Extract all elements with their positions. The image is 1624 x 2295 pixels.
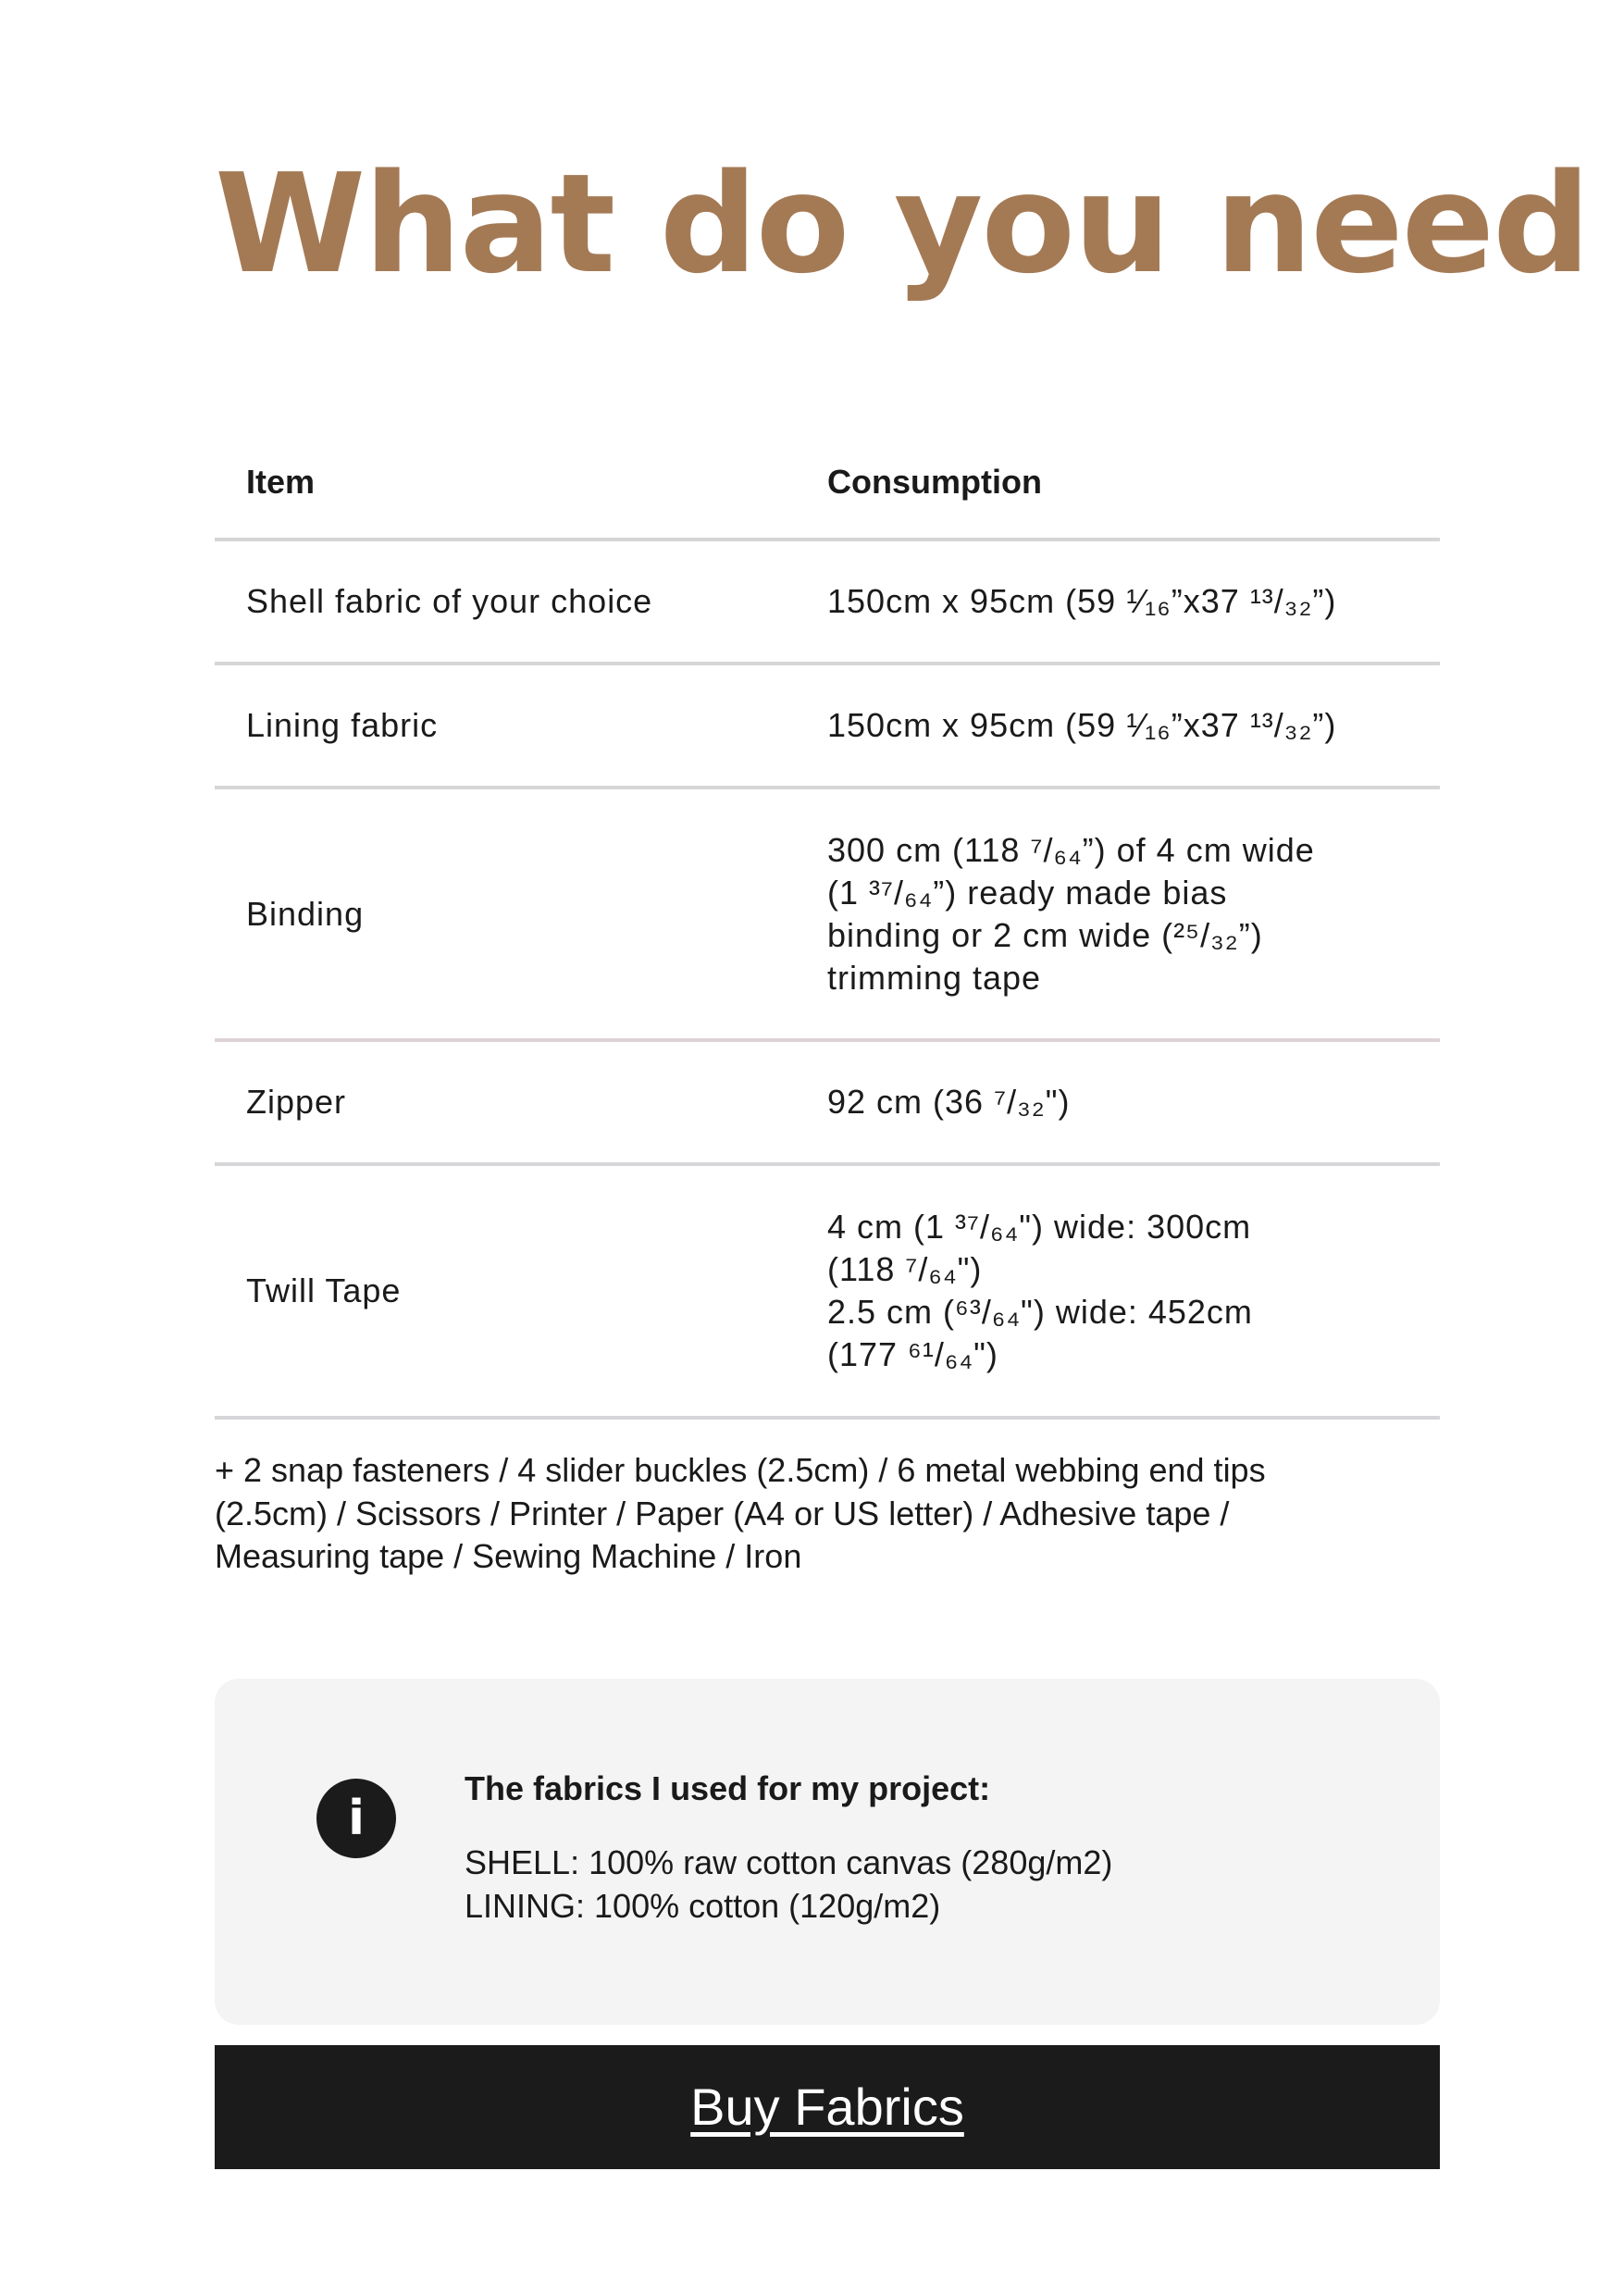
consumption-line: 92 cm (36 ⁷/₃₂") [827, 1083, 1071, 1121]
consumption-cell [827, 580, 1440, 623]
item-cell: Twill Tape [246, 1272, 402, 1309]
table-row [215, 1166, 1440, 1420]
consumption-line: binding or 2 cm wide (²⁵/₃₂”) [827, 915, 1263, 954]
consumption-line: 4 cm (1 ³⁷/₆₄") wide: 300cm [827, 1208, 1252, 1246]
item-cell: Lining fabric [246, 706, 439, 744]
shell-fabric-info: SHELL: 100% raw cotton canvas (280g/m2) [465, 1843, 1113, 1881]
consumption-line: 150cm x 95cm (59 ¹⁄₁₆”x37 ¹³/₃₂”) [827, 582, 1337, 620]
table-row [215, 789, 1440, 1042]
table-row [215, 1042, 1440, 1166]
column-header-item: Item [246, 462, 316, 501]
page-title: What do you need [215, 144, 1589, 304]
table-row [215, 665, 1440, 789]
consumption-line: trimming tape [827, 958, 1042, 997]
consumption-cell [827, 704, 1440, 747]
table-header-row [215, 426, 1440, 541]
extra-supplies-line: + 2 snap fasteners / 4 slider buckles (2.5cm) / 6 metal webbing end tips [215, 1451, 1266, 1489]
lining-fabric-info: LINING: 100% cotton (120g/m2) [465, 1887, 941, 1925]
consumption-line: (177 ⁶¹/₆₄") [827, 1335, 998, 1373]
extra-supplies-text [215, 1449, 1440, 1579]
column-header-consumption: Consumption [827, 462, 1042, 501]
consumption-cell [827, 1206, 1440, 1376]
consumption-cell [827, 1081, 1440, 1123]
item-cell: Shell fabric of your choice [246, 582, 653, 620]
buy-fabrics-button[interactable]: Buy Fabrics [215, 2045, 1440, 2169]
materials-table [215, 426, 1440, 1420]
item-cell: Binding [246, 894, 365, 933]
item-cell: Zipper [246, 1083, 347, 1121]
consumption-line: 150cm x 95cm (59 ¹⁄₁₆”x37 ¹³/₃₂”) [827, 706, 1337, 744]
consumption-line: (118 ⁷/₆₄") [827, 1250, 983, 1288]
consumption-line: 2.5 cm (⁶³/₆₄") wide: 452cm [827, 1293, 1253, 1331]
consumption-cell [827, 829, 1440, 999]
consumption-line: (1 ³⁷/₆₄”) ready made bias [827, 873, 1228, 912]
consumption-line: 300 cm (118 ⁷/₆₄”) of 4 cm wide [827, 830, 1315, 869]
table-row [215, 541, 1440, 665]
extra-supplies-line: Measuring tape / Sewing Machine / Iron [215, 1537, 802, 1575]
fabric-info-box [215, 1679, 1440, 2025]
info-icon: i [316, 1779, 396, 1858]
extra-supplies-line: (2.5cm) / Scissors / Printer / Paper (A4 or US letter) / Adhesive tape / [215, 1494, 1230, 1532]
info-heading: The fabrics I used for my project: [465, 1769, 991, 1807]
